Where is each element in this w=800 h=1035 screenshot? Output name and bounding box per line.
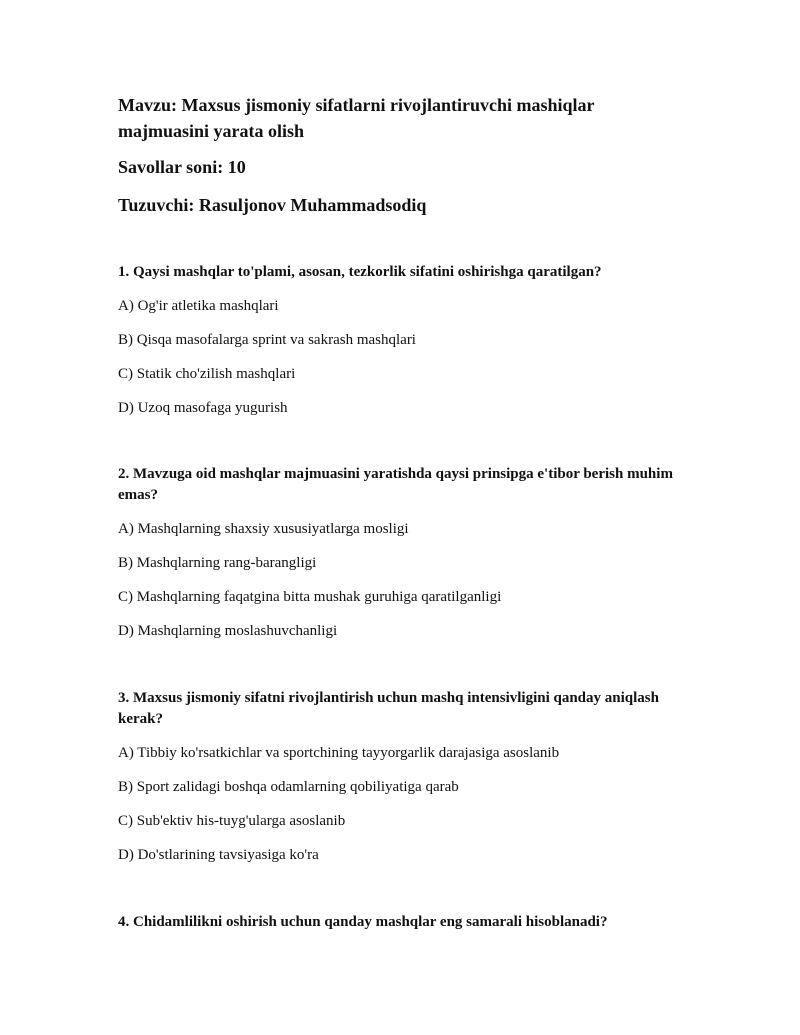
page-title: Mavzu: Maxsus jismoniy sifatlarni rivojlantiruvchi mashiqlar majmuasini yarata olish [118, 95, 595, 141]
option-b[interactable]: B) Qisqa masofalarga sprint va sakrash mashqlari [118, 332, 416, 348]
options-list [118, 743, 678, 866]
question-text: 1. Qaysi mashqlar to'plami, asosan, tezkorlik sifatini oshirishga qaratilgan? [118, 264, 602, 280]
question-text: 2. Mavzuga oid mashqlar majmuasini yaratishda qaysi prinsipga e'tibor berish muhim emas? [118, 466, 673, 503]
option-b[interactable]: B) Sport zalidagi boshqa odamlarning qobiliyatiga qarab [118, 779, 459, 795]
option-a[interactable]: A) Og'ir atletika mashqlari [118, 298, 279, 314]
option-b[interactable]: B) Mashqlarning rang-barangligi [118, 555, 317, 571]
question-2 [118, 464, 678, 642]
question-1 [118, 262, 678, 419]
options-list [118, 519, 678, 642]
question-text: 4. Chidamlilikni oshirish uchun qanday mashqlar eng samarali hisoblanadi? [118, 914, 608, 930]
question-3 [118, 688, 678, 866]
option-c[interactable]: C) Sub'ektiv his-tuyg'ularga asoslanib [118, 813, 346, 829]
option-a[interactable]: A) Mashqlarning shaxsiy xususiyatlarga mosligi [118, 521, 409, 537]
option-d[interactable]: D) Uzoq masofaga yugurish [118, 400, 288, 416]
option-a[interactable]: A) Tibbiy ko'rsatkichlar va sportchining tayyorgarlik darajasiga asoslanib [118, 745, 560, 761]
author: Tuzuvchi: Rasuljonov Muhammadsodiq [118, 195, 427, 215]
option-d[interactable]: D) Do'stlarining tavsiyasiga ko'ra [118, 847, 319, 863]
option-c[interactable]: C) Statik cho'zilish mashqlari [118, 366, 296, 382]
option-c[interactable]: C) Mashqlarning faqatgina bitta mushak guruhiga qaratilganligi [118, 589, 502, 605]
question-4 [118, 912, 678, 933]
document-header [118, 92, 678, 215]
option-d[interactable]: D) Mashqlarning moslashuvchanligi [118, 623, 338, 639]
question-count: Savollar soni: 10 [118, 157, 246, 177]
options-list [118, 296, 678, 419]
question-text: 3. Maxsus jismoniy sifatni rivojlantirish uchun mashq intensivligini qanday aniqlash kerak? [118, 690, 659, 727]
